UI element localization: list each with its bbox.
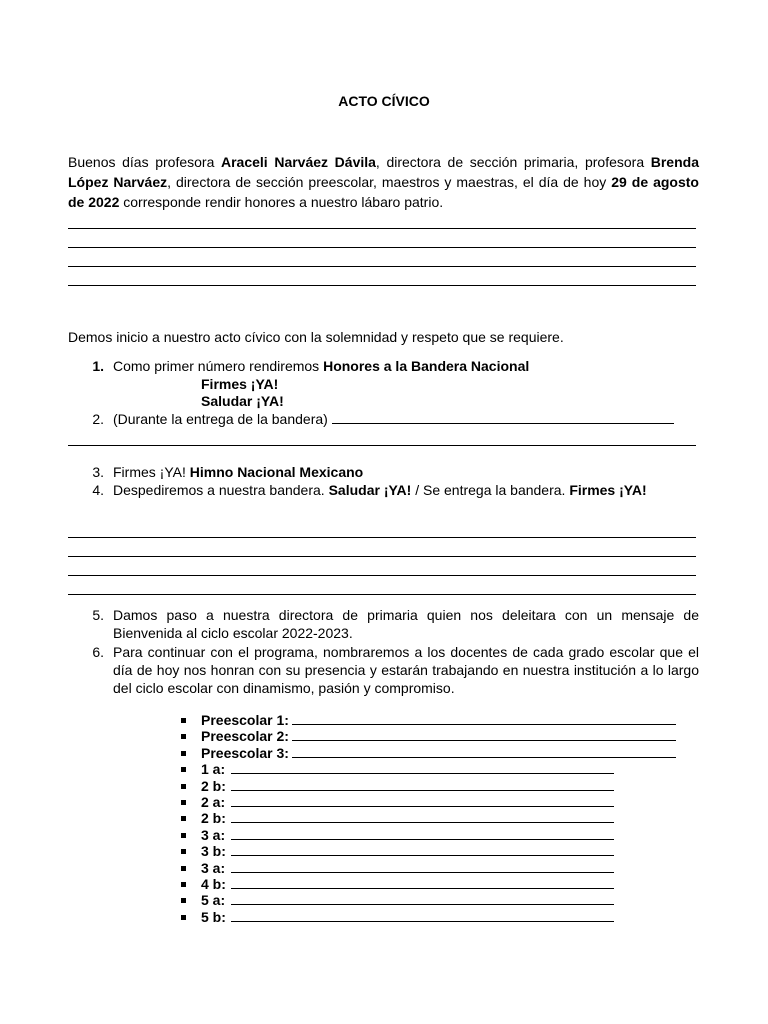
command-saludar: Saludar ¡YA!: [201, 393, 284, 409]
grade-label: 2 b:: [201, 810, 226, 827]
blank-line: [332, 411, 674, 424]
teacher-name-blank: [231, 909, 614, 922]
blank-line: [68, 427, 696, 446]
teacher-name-blank: [231, 810, 614, 823]
grade-label: 2 b:: [201, 777, 226, 794]
intro-text-4: corresponde rendir honores a nuestro lábaro patrio.: [119, 194, 444, 210]
blank-lines-block-3: [68, 519, 696, 595]
blank-line: [68, 210, 696, 229]
grade-label: Preescolar 3:: [201, 744, 289, 761]
intro-text-2: , directora de sección primaria, profesora: [375, 154, 651, 170]
item-4-text: Despediremos a nuestra bandera.: [113, 482, 329, 498]
intro-paragraph: [68, 152, 699, 212]
page-title: ACTO CÍVICO: [338, 93, 430, 109]
item-text: [113, 481, 647, 499]
bullet-icon: [181, 734, 186, 739]
item-number: 1.: [92, 358, 104, 374]
bullet-icon: [181, 800, 186, 805]
principal-primary-name: Araceli Narváez Dávila: [221, 154, 376, 170]
teacher-name-blank: [292, 728, 676, 741]
bullet-icon: [181, 767, 186, 772]
blank-line: [68, 576, 696, 595]
intro-text-1: Buenos días profesora: [68, 154, 221, 170]
item-3-bold: Himno Nacional Mexicano: [189, 464, 364, 480]
intro-text-3: , directora de sección preescolar, maestros y maestras, el día de hoy: [167, 174, 612, 190]
program-item-6-text: Para continuar con el programa, nombraremos a los docentes de cada grado escolar que el día de hoy nos honran con su presencia y estarán trabajando en nuestra institución a lo largo del ciclo escolar con dinamismo, pasión y compromiso.: [113, 644, 699, 696]
item-3-text: Firmes ¡YA!: [113, 464, 190, 480]
grade-label: 5 a:: [201, 892, 226, 909]
grade-label: 3 a:: [201, 859, 226, 876]
bullet-icon: [181, 784, 186, 789]
item-4-bold-2: Firmes ¡YA!: [569, 482, 647, 498]
grade-label: 3 b:: [201, 843, 226, 860]
item-number: 3.: [92, 464, 104, 480]
bullet-icon: [181, 816, 186, 821]
item-number: 2.: [92, 411, 104, 427]
teacher-name-blank: [231, 827, 614, 840]
bullet-icon: [181, 866, 186, 871]
bullet-icon: [181, 882, 186, 887]
teacher-name-blank: [231, 778, 614, 791]
bullet-icon: [181, 849, 186, 854]
bullet-icon: [181, 915, 186, 920]
teacher-name-blank: [231, 892, 614, 905]
program-item-5-text: Damos paso a nuestra directora de primaria quien nos deleitara con un mensaje de Bienvenida al ciclo escolar 2022-2023.: [113, 607, 699, 641]
teacher-name-blank: [231, 761, 614, 774]
blank-lines-block-1: [68, 210, 696, 286]
teacher-name-blank: [292, 745, 676, 758]
item-4-bold-1: Saludar ¡YA!: [328, 482, 412, 498]
grade-label: 1 a:: [201, 761, 226, 778]
grade-label: 5 b:: [201, 908, 226, 925]
blank-lines-block-2: [68, 427, 696, 446]
item-text: [113, 463, 363, 481]
grade-label: 4 b:: [201, 876, 226, 892]
blank-line: [68, 267, 696, 286]
blank-line: [68, 229, 696, 248]
grade-label: 2 a:: [201, 794, 226, 810]
item-2-text: (Durante la entrega de la bandera): [113, 411, 332, 427]
item-number: 6.: [92, 644, 104, 660]
bullet-icon: [181, 898, 186, 903]
grade-label: Preescolar 1:: [201, 712, 289, 728]
teacher-name-blank: [231, 876, 614, 889]
teacher-name-blank: [231, 794, 614, 807]
bullet-icon: [181, 718, 186, 723]
item-1-text: Como primer número rendiremos: [113, 358, 324, 374]
blank-line: [68, 519, 696, 538]
item-number: 5.: [92, 607, 104, 623]
item-4-text-2: / Se entrega la bandera.: [411, 482, 570, 498]
opening-text: Demos inicio a nuestro acto cívico con la solemnidad y respeto que se requiere.: [68, 329, 564, 345]
teacher-name-blank: [231, 843, 614, 856]
blank-line: [68, 538, 696, 557]
item-text: [113, 357, 529, 375]
teacher-name-blank: [231, 860, 614, 873]
ceremony-date: 29 de agosto de 2022: [68, 174, 699, 210]
bullet-icon: [181, 751, 186, 756]
bullet-icon: [181, 833, 186, 838]
grade-label: Preescolar 2:: [201, 728, 289, 745]
teacher-name-blank: [292, 712, 676, 725]
item-text: [113, 410, 674, 428]
item-number: 4.: [92, 482, 104, 498]
blank-line: [68, 248, 696, 267]
item-1-bold: Honores a la Bandera Nacional: [323, 358, 530, 374]
grade-label: 3 a:: [201, 826, 226, 843]
command-firmes: Firmes ¡YA!: [201, 376, 279, 392]
principal-preschool-name: Brenda López Narváez: [68, 154, 699, 190]
blank-line: [68, 557, 696, 576]
